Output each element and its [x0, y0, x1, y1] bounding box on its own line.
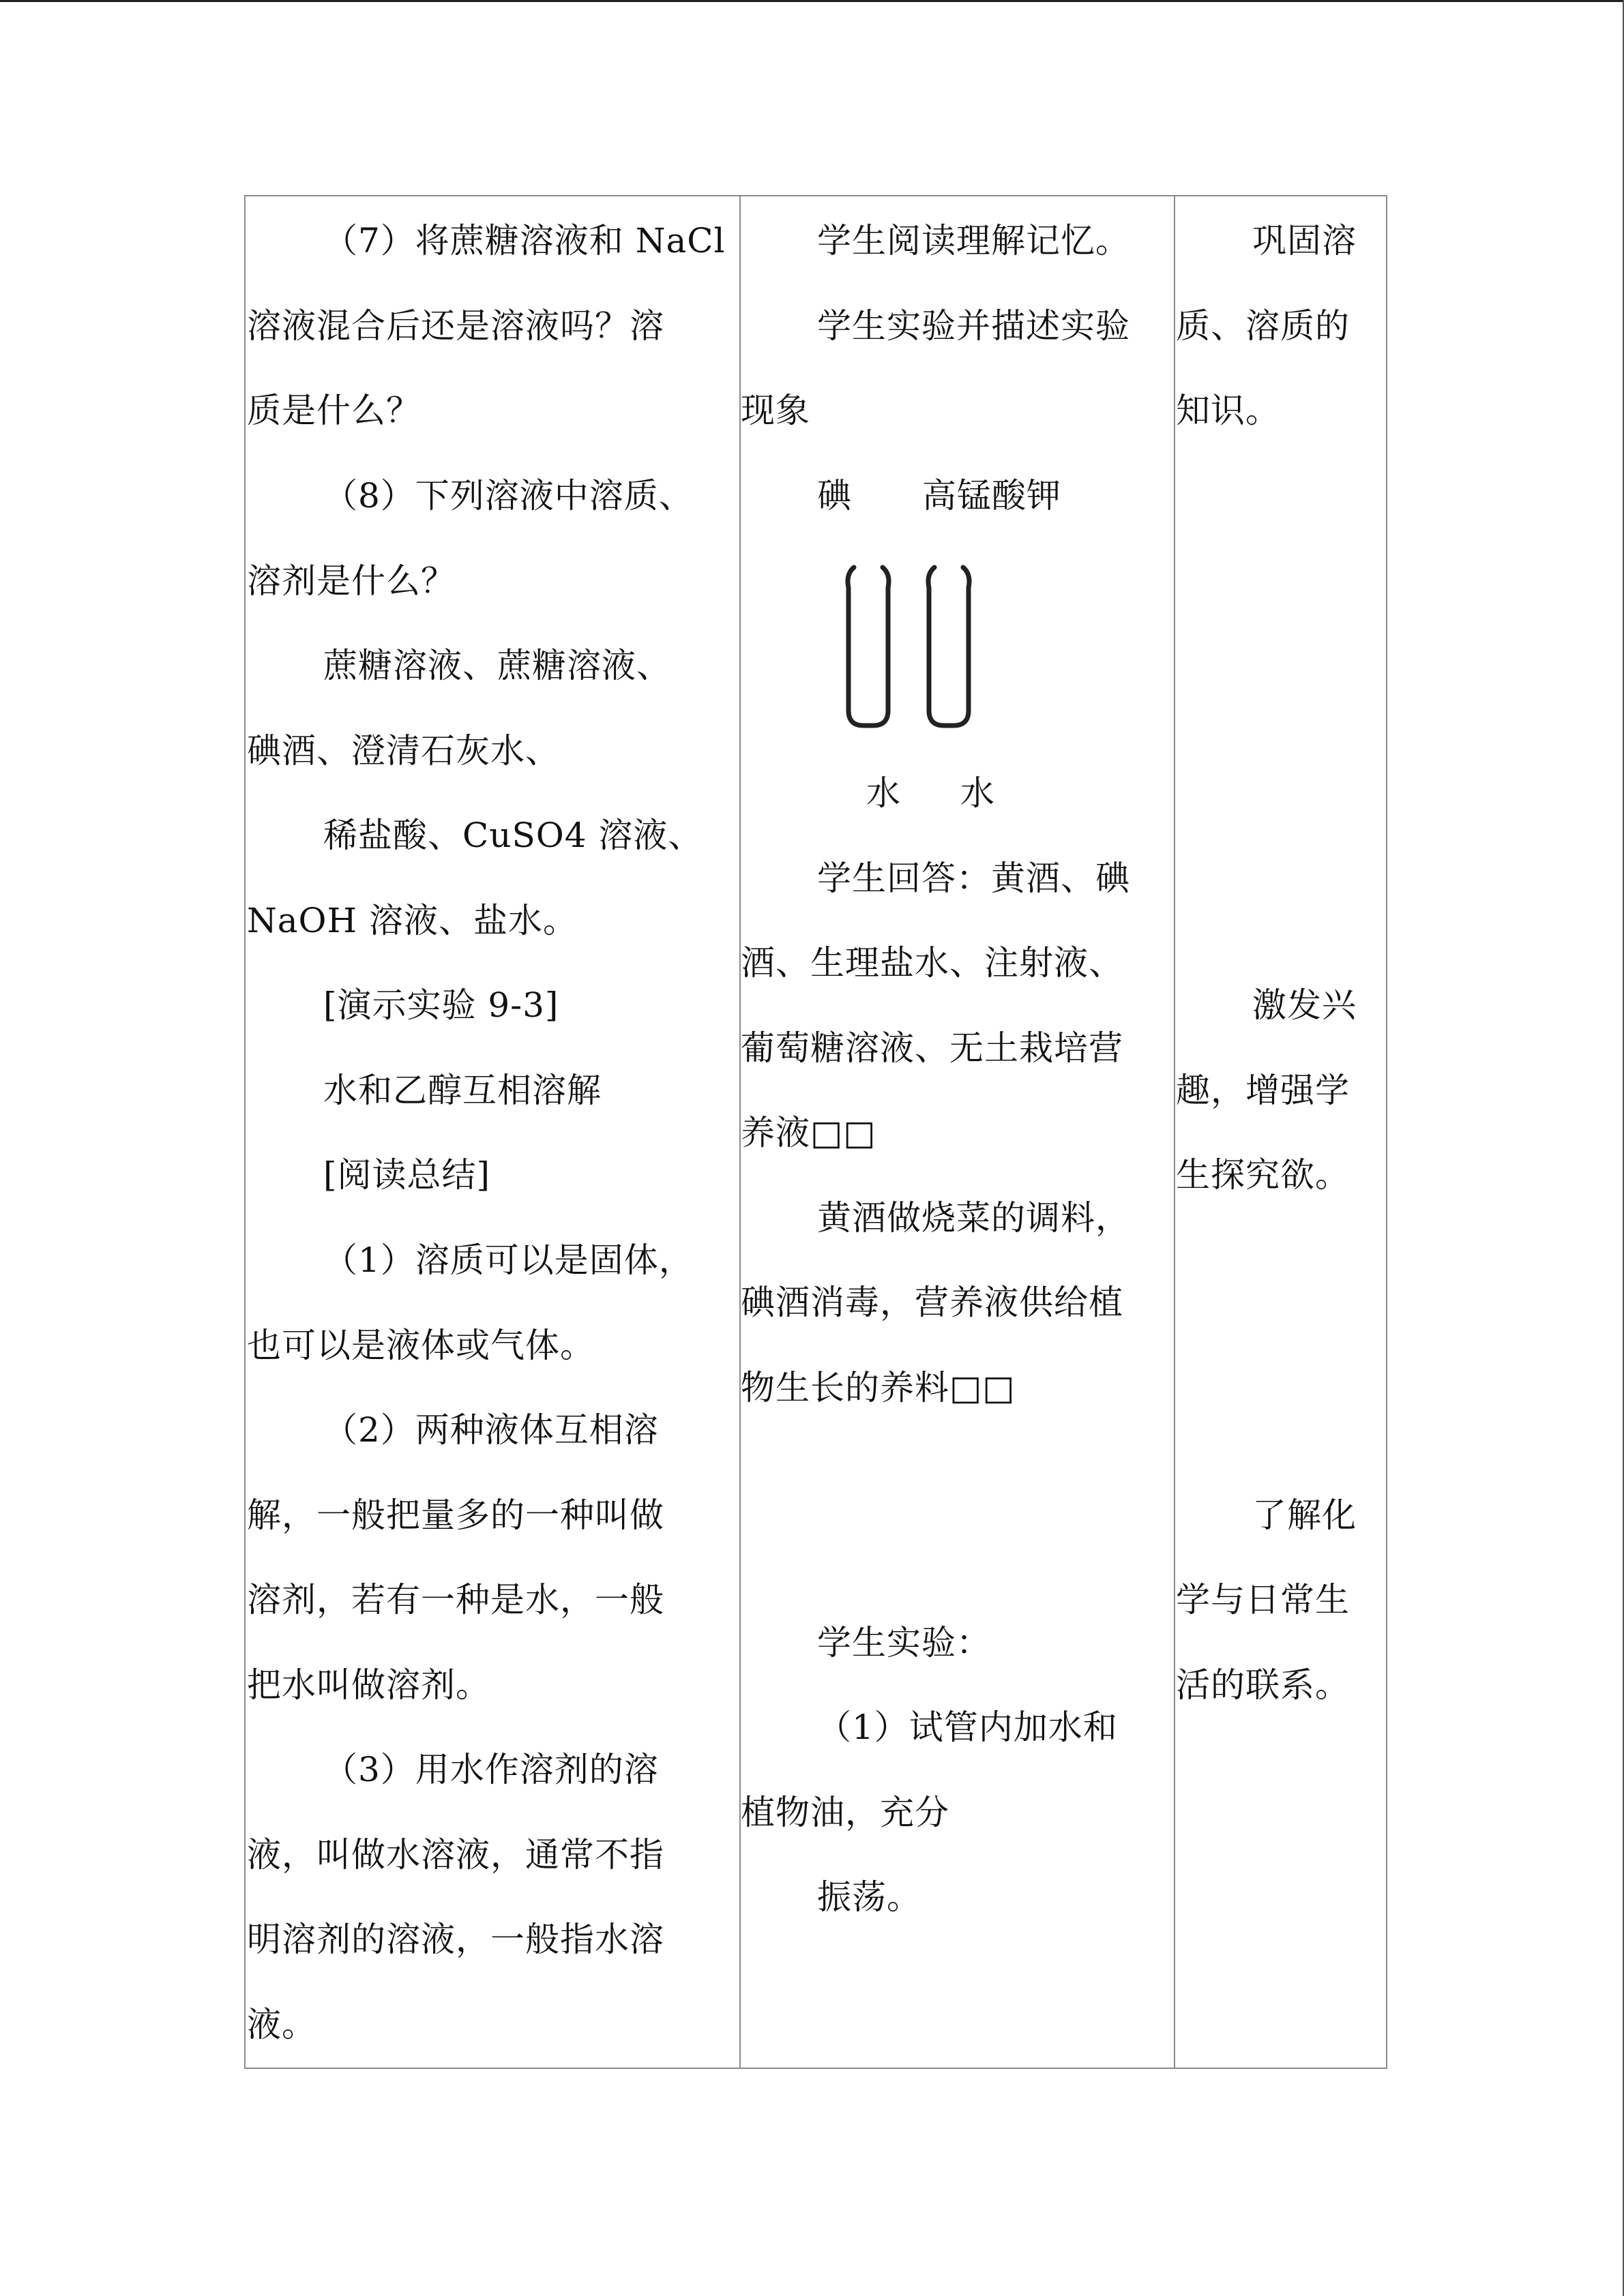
label-water-right: 水 [960, 773, 995, 813]
goal-interest: 激发兴 [1252, 985, 1357, 1025]
test-tube-left [848, 567, 889, 726]
student-reading: 学生阅读理解记忆。 [817, 221, 1130, 260]
summary-point-2: （2）两种液体互相溶 [323, 1410, 659, 1450]
student-answer: 学生回答：黄酒、碘 [817, 859, 1130, 898]
summary-point-2: 把水叫做溶剂。 [247, 1665, 490, 1705]
summary-point-3: 液。 [247, 2005, 316, 2044]
student-experiment: 学生实验并描述实验 [817, 306, 1130, 346]
goal-daily-life: 活的联系。 [1176, 1665, 1350, 1705]
goal-consolidate: 巩固溶 [1252, 221, 1357, 260]
label-potassium-permanganate: 高锰酸钾 [922, 476, 1061, 516]
summary-point-3: 液，叫做水溶液，通常不指 [247, 1835, 664, 1875]
demo-text: 水和乙醇互相溶解 [323, 1071, 602, 1110]
student-answer: 葡萄糖溶液、无土栽培营 [741, 1028, 1123, 1068]
uses-text: 碘酒消毒，营养液供给植 [741, 1283, 1123, 1322]
summary-point-3: （3）用水作溶剂的溶 [323, 1750, 659, 1789]
goal-daily-life: 学与日常生 [1176, 1580, 1350, 1620]
goal-consolidate: 知识。 [1176, 391, 1280, 430]
summary-point-2: 溶剂，若有一种是水，一般 [247, 1580, 664, 1620]
q7-text: 溶液混合后还是溶液吗？溶 [247, 306, 664, 346]
test-tubes-diagram [839, 561, 1016, 738]
summary-point-2: 解，一般把量多的一种叫做 [247, 1495, 664, 1535]
solution-list: 蔗糖溶液、蔗糖溶液、 [323, 646, 671, 685]
column-divider-2 [1174, 196, 1175, 2068]
goal-consolidate: 质、溶质的 [1176, 306, 1350, 346]
summary-point-1: （1）溶质可以是固体， [323, 1240, 694, 1280]
summary-point-1: 也可以是液体或气体。 [247, 1326, 595, 1365]
q7-text: 质是什么？ [247, 391, 421, 430]
solution-list: 稀盐酸、CuSO4 溶液、 [323, 816, 703, 855]
student-experiment-heading: 学生实验： [817, 1623, 991, 1663]
student-answer: 养液□□ [741, 1113, 876, 1152]
summary-heading: [阅读总结] [323, 1155, 491, 1195]
uses-text: 黄酒做烧菜的调料， [817, 1198, 1130, 1238]
goal-interest: 趣，增强学 [1176, 1071, 1350, 1110]
experiment-step-1: 植物油，充分 [741, 1793, 949, 1832]
solution-list: 碘酒、澄清石灰水、 [247, 731, 560, 771]
label-water-left: 水 [866, 773, 901, 813]
student-answer: 酒、生理盐水、注射液、 [741, 943, 1123, 983]
test-tube-right [928, 567, 969, 726]
q7-text: （7）将蔗糖溶液和 NaCl [323, 221, 726, 260]
page-top-border [0, 0, 1624, 2]
experiment-step-1: （1）试管内加水和 [817, 1708, 1118, 1747]
uses-text: 物生长的养料□□ [741, 1368, 1016, 1407]
student-experiment: 现象 [741, 391, 810, 430]
label-iodine: 碘 [817, 476, 852, 516]
demo-heading: [演示实验 9-3] [323, 985, 559, 1025]
goal-daily-life: 了解化 [1252, 1495, 1357, 1535]
solution-list: NaOH 溶液、盐水。 [247, 901, 578, 940]
experiment-step-1: 振荡。 [817, 1877, 921, 1917]
summary-point-3: 明溶剂的溶液，一般指水溶 [247, 1920, 664, 1959]
goal-interest: 生探究欲。 [1176, 1155, 1350, 1195]
q8-text: 溶剂是什么？ [247, 561, 456, 601]
q8-text: （8）下列溶液中溶质、 [323, 476, 694, 516]
